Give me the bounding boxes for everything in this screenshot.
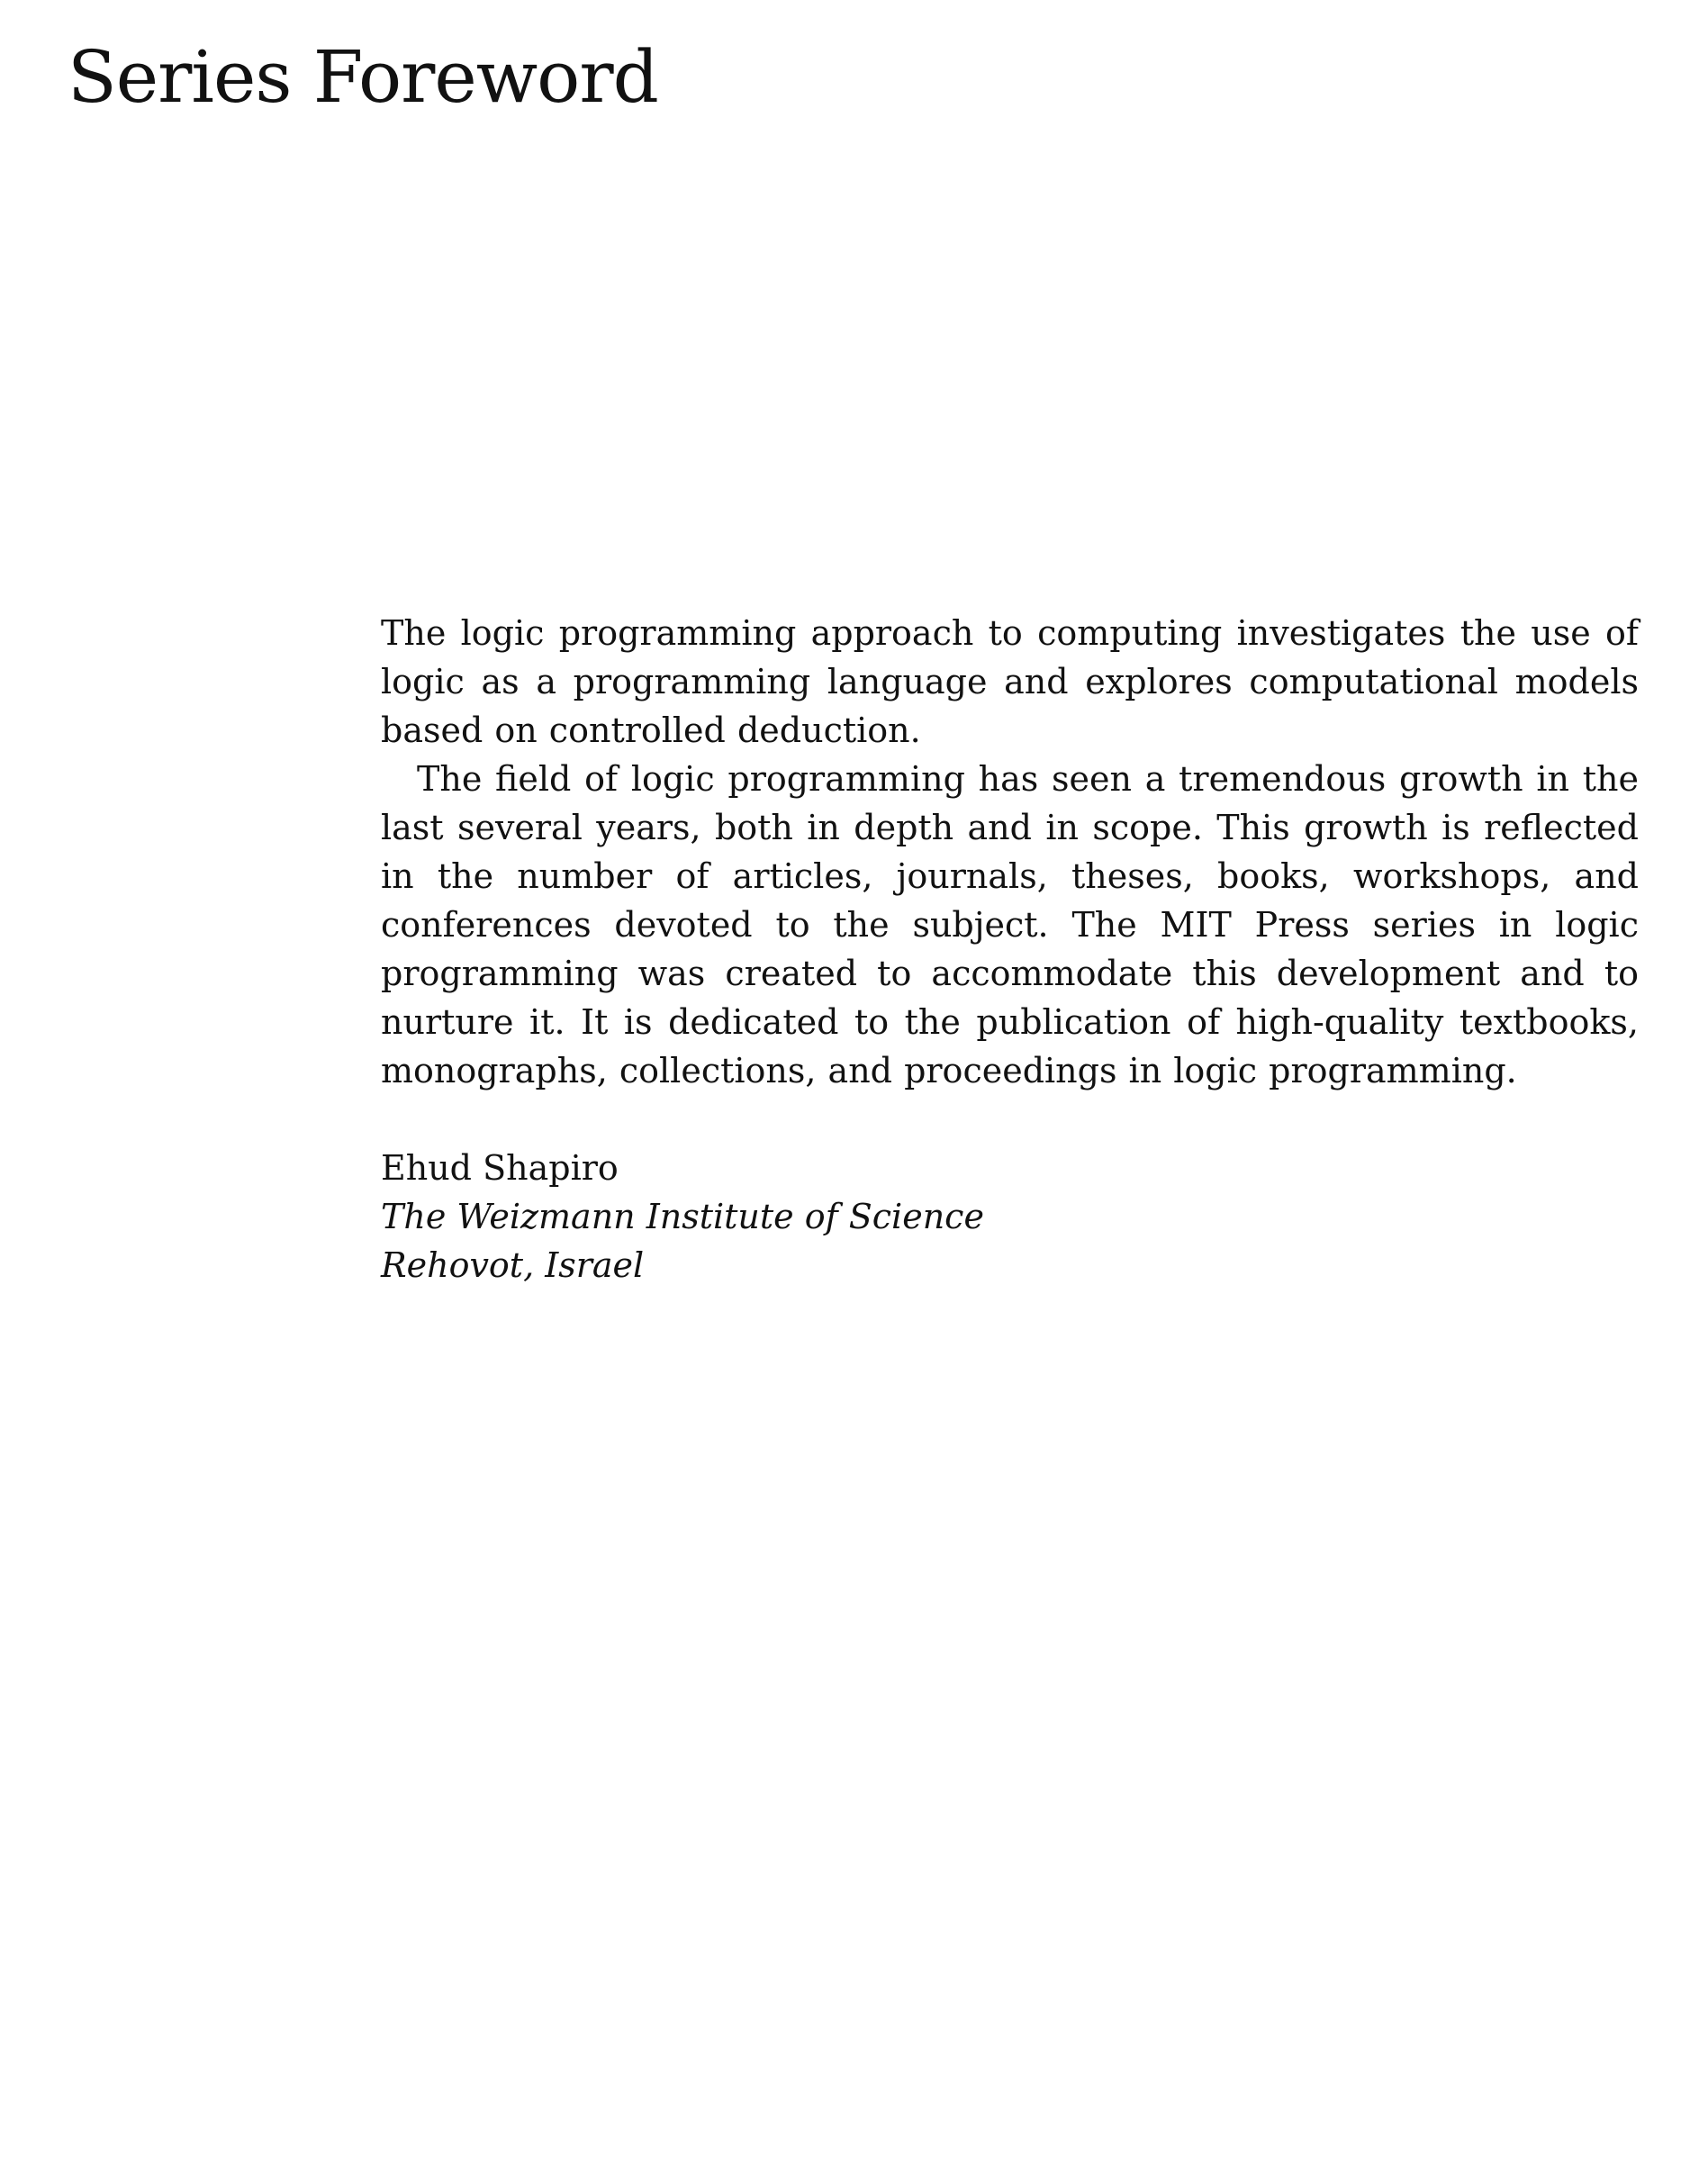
- author-name: Ehud Shapiro: [381, 1148, 619, 1188]
- author-institution: The Weizmann Institute of Science: [381, 1197, 984, 1236]
- paragraph-intro: The logic programming approach to computing investigates the use of logic as a programming language and explores computational models based on controlled deduction.: [381, 613, 1639, 750]
- page-title: Series Foreword: [68, 35, 658, 119]
- paragraph-growth: The field of logic programming has seen a tremendous growth in the last several years, both in depth and in scope. This growth is reflected in the number of articles, journals, theses, books, workshops, and conferences devoted to the subject. The MIT Press series in logic programming was created to accommodate this development and to nurture it. It is dedicated to the publication of high-quality textbooks, monographs, collections, and proceedings in logic programming.: [381, 759, 1639, 1090]
- author-location: Rehovot, Israel: [381, 1245, 645, 1285]
- foreword-body: [381, 609, 1639, 1290]
- signature-block: [381, 1144, 1639, 1290]
